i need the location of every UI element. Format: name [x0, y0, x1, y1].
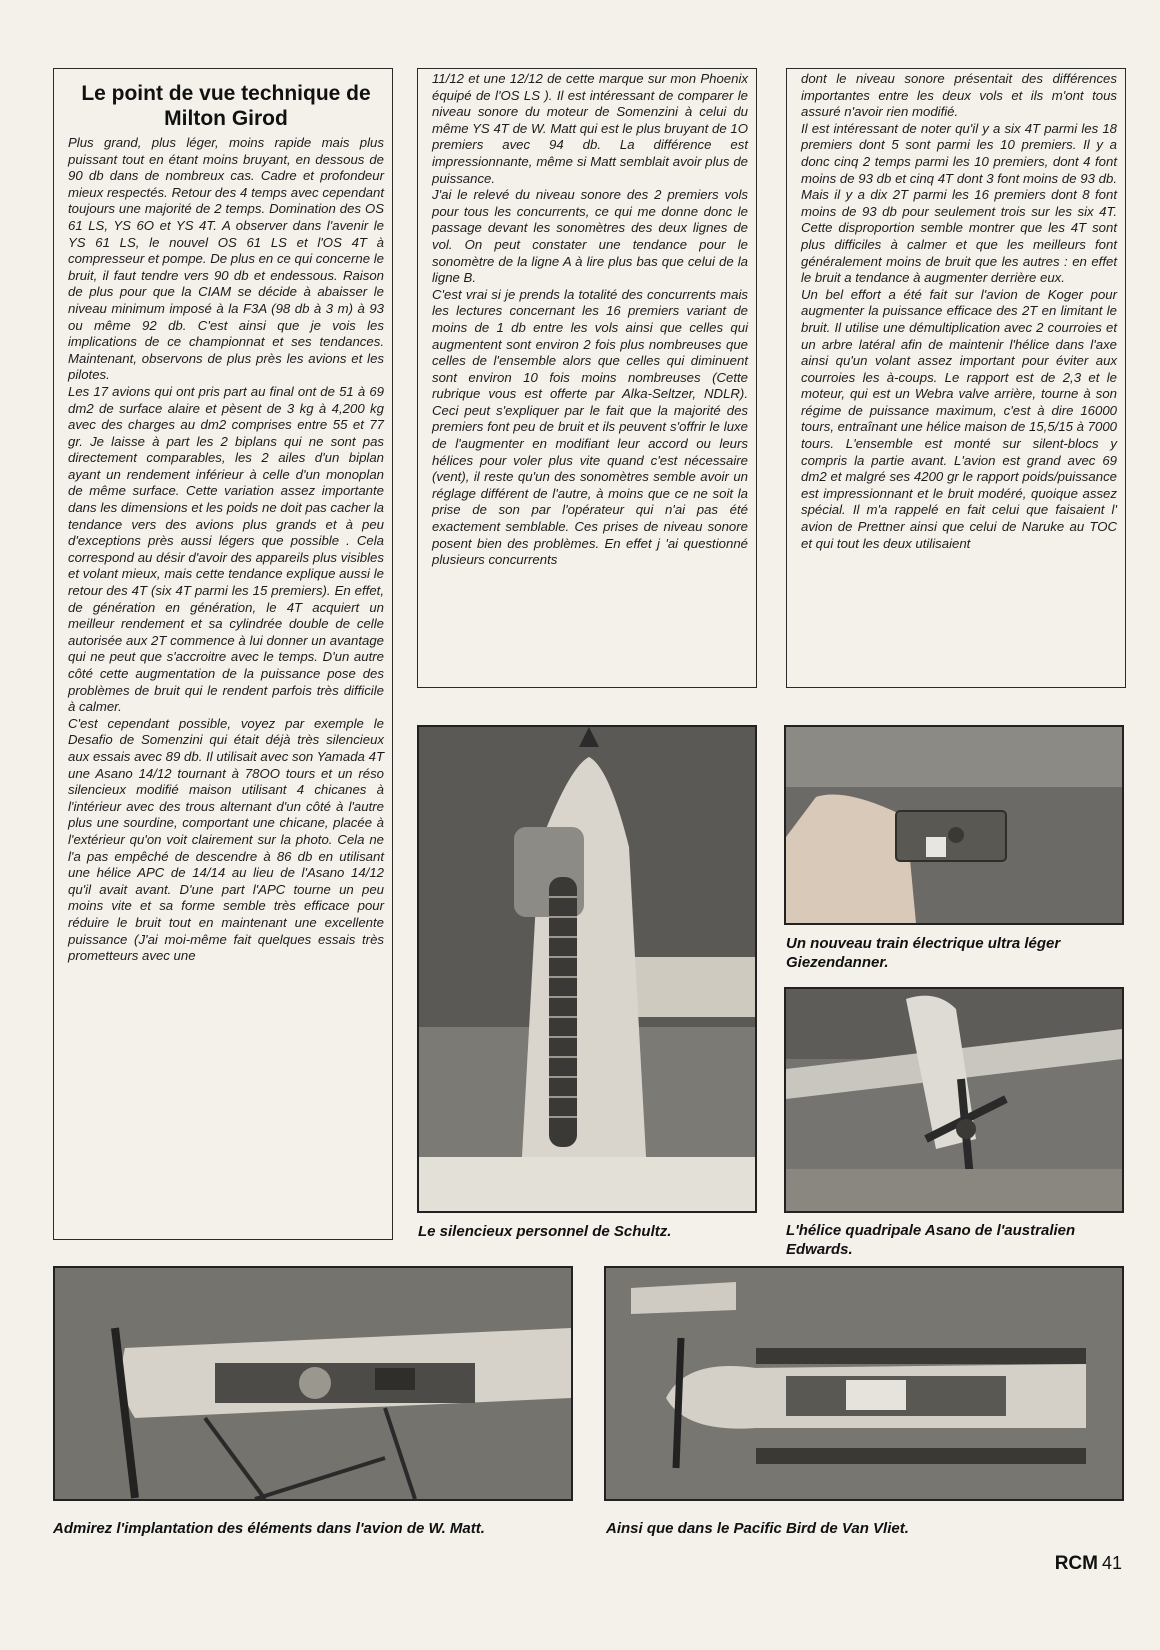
caption-landing-gear: Un nouveau train électrique ultra léger Giezendanner.: [786, 935, 1061, 971]
sidebar-box: [53, 68, 393, 1240]
caption-matt: Admirez l'implantation des éléments dans l'avion de W. Matt.: [53, 1520, 485, 1537]
photo-silencer: [417, 725, 757, 1213]
photo-propeller: [784, 987, 1124, 1213]
column-3-paragraph: Il est intéressant de noter qu'il y a six 4T parmi les 18 premiers dont 5 sont parmi les 10 premiers. Il y a donc cinq 2 temps parmi les 10 premiers, dont 4 font moins de 93 db et cinq 4T dont 3 font moins de 93 db. Mais il y a dix 2T parmi les 16 premiers dont 8 font moins de 93 db pour seulement trois sur les six 4T. Cette disproportion semble montrer que les 4T sont plus difficiles à calmer et que les meilleurs font généralement moins de bruit que les autres : en effet le bruit a tendance à augmenter derrière eux.: [801, 120, 1117, 286]
photo-vanvliet-fuselage: [604, 1266, 1124, 1501]
sidebar-paragraph: Les 17 avions qui ont pris part au final ont de 51 à 69 dm2 de surface alaire et pèsent de 3 kg à 4,200 kg avec des charges au dm2 comprises entre 55 et 77 gr. Je laisse à part les 2 biplans qui ne sont pas directement comparables, les 2 ailes d'un biplan ayant un rendement inférieur à celle d'un monoplan de même surface. Cette variation assez importante dans les dimensions et les poids ne doit pas cacher la tendance vers des avions plus grands et à peu d'exceptions près aussi légers que possible . Cela correspond au désir d'avoir des appareils plus visibles et volant mieux, mais cette tendance explique aussi le retour des 4T (six 4T parmi les 15 premiers). En effet, de génération en génération, le 4T acquiert un meilleur rendement et sa cylindrée double de celle autorisée aux 2T commence à lui donner un avantage qui ne peut que s'accroitre avec le temps. D'un autre côté cette augmentation de la puissance pose des problèmes de bruit qui le rendent parfois très difficile à calmer.: [68, 383, 384, 715]
column-3-paragraph: Un bel effort a été fait sur l'avion de Koger pour augmenter la puissance efficace des 2T en limitant le bruit. Il utilise une démultiplication avec 2 courroies et un arbre latéral afin de maintenir l'hélice dans l'axe ainsi qu'un volant assez important pour éviter aux courroies les à-coups. Le rapport est de 2,3 et le moteur, qui est un Webra valve arrière, tourne à son régime de puissance maximum, c'est à dire 16000 tours, entraînant une hélice maison de 15,5/15 à 7000 tours. L'ensemble est monté sur silent-blocs y compris la partie avant. L'avion est grand avec 69 dm2 et malgré ses 4200 gr le rapport poids/puissance est impressionnant et le bruit modéré, quoique assez spécial. Il m'a rappelé en fait celui que faisaient l' avion de Prettner ainsi que celui de Naruke au TOC et qui tout les deux utilisaient: [801, 286, 1117, 551]
page-folio: [1055, 1553, 1122, 1575]
photo-matt-fuselage: [53, 1266, 573, 1501]
page-number: 41: [1101, 1553, 1122, 1573]
sidebar-paragraph: C'est cependant possible, voyez par exemple le Desafio de Somenzini qui était déjà très silencieux aux essais avec 89 db. Il utilisait avec son Yamada 4T une Asano 14/12 tournant à 78OO tours et un réso silencieux modifié maison utilisant 4 chicanes à l'intérieur avec des trous alternant d'un côté à l'autre plus une sourdine, comportant une chicane, placée à l'extérieur qu'on voit clairement sur la photo. Cela ne l'a pas empêché de descendre à 86 db en utilisant une hélice APC de 14/14 au lieu de l'Asano 14/12 qu'il avait avant. D'une part l'APC tourne un peu moins vite et sa forme semble très efficace pour réduire le bruit tout en maintenant une excellente puissance (J'ai moi-même fait quelques essais très prometteurs avec une: [68, 715, 384, 964]
sidebar-paragraph: Plus grand, plus léger, moins rapide mais plus puissant tout en étant moins bruyant, en dessous de 90 db dans de nombreux cas. Cadre et profondeur mieux respectés. Retour des 4 temps avec cependant toujours une majorité de 2 temps. Domination des OS 61 LS, YS 6O et YS 4T. A observer dans l'avenir le YS 61 LS, le nouvel OS 61 LS et l'OS 4T à compresseur et pompe. De plus en ce qui concerne le bruit, il faut tendre vers 90 db et endessous. Raison de plus pour que la CIAM se décide à abaisser le niveau minimum imposé à la F3A (98 db à 3 m) à 93 ou même 92 db. C'est ainsi que je vois les implications de ce championnat et ses tendances. Maintenant, observons de plus près les avions et les pilotes.: [68, 135, 384, 383]
caption-vanvliet: Ainsi que dans le Pacific Bird de Van Vliet.: [606, 1520, 909, 1537]
photo-landing-gear: [784, 725, 1124, 925]
column-3: [786, 68, 1126, 688]
caption-silencer: Le silencieux personnel de Schultz.: [418, 1223, 672, 1240]
column-2-paragraph: C'est vrai si je prends la totalité des concurrents mais les lectures concernant les 16 premiers variant de moins de 1 db entre les vols ainsi que celles qui augmentent sont environ 2 fois plus nombreuses que celles de l'ensemble alors que celles qui diminuent sont environ 10 fois moins nombreuses (Cette rubrique vous est offerte par Alka-Seltzer, NDLR). Ceci peut s'expliquer par le fait que la majorité des premiers font peu de bruit et ils peuvent s'offrir le luxe de l'augmenter en modifiant leur accord ou leurs hélices pour voler plus vite quand c'est nécessaire (vent), il reste qu'un des sonomètres semble avoir un réglage différent de l'autre, à moins que ce ne soit la prise de son par l'opérateur qui n'ai pas été exactement semblable. Ces prises de niveau sonore posent bien des problèmes. En effet j 'ai questionné plusieurs concurrents: [432, 286, 748, 568]
column-3-paragraph: dont le niveau sonore présentait des différences importantes entre les deux vols et ils m'ont tous assuré n'avoir rien modifié.: [801, 71, 1117, 120]
column-2-paragraph: 11/12 et une 12/12 de cette marque sur mon Phoenix équipé de l'OS LS ). Il est intéressant de comparer le niveau sonore du moteur de Somenzini à celui du même YS 4T de W. Matt qui est le plus bruyant de 1O premiers avec 94 db. La différence est impressionnante, même si Matt semblait avoir plus de puissance.: [432, 71, 748, 186]
magazine-name: RCM: [1054, 1553, 1098, 1574]
sidebar-title: Le point de vue technique de Milton Girod: [81, 82, 371, 130]
caption-propeller: L'hélice quadripale Asano de l'australien Edwards.: [786, 1222, 1076, 1258]
column-2: [417, 68, 757, 688]
column-2-paragraph: J'ai le relevé du niveau sonore des 2 premiers vols pour tous les concurrents, ce qui me donne donc le passage devant les sonomètres des deux lignes de vol. On peut constater une tendance pour le sonomètre de la ligne A à lire plus bas que celui de la ligne B.: [432, 187, 748, 286]
